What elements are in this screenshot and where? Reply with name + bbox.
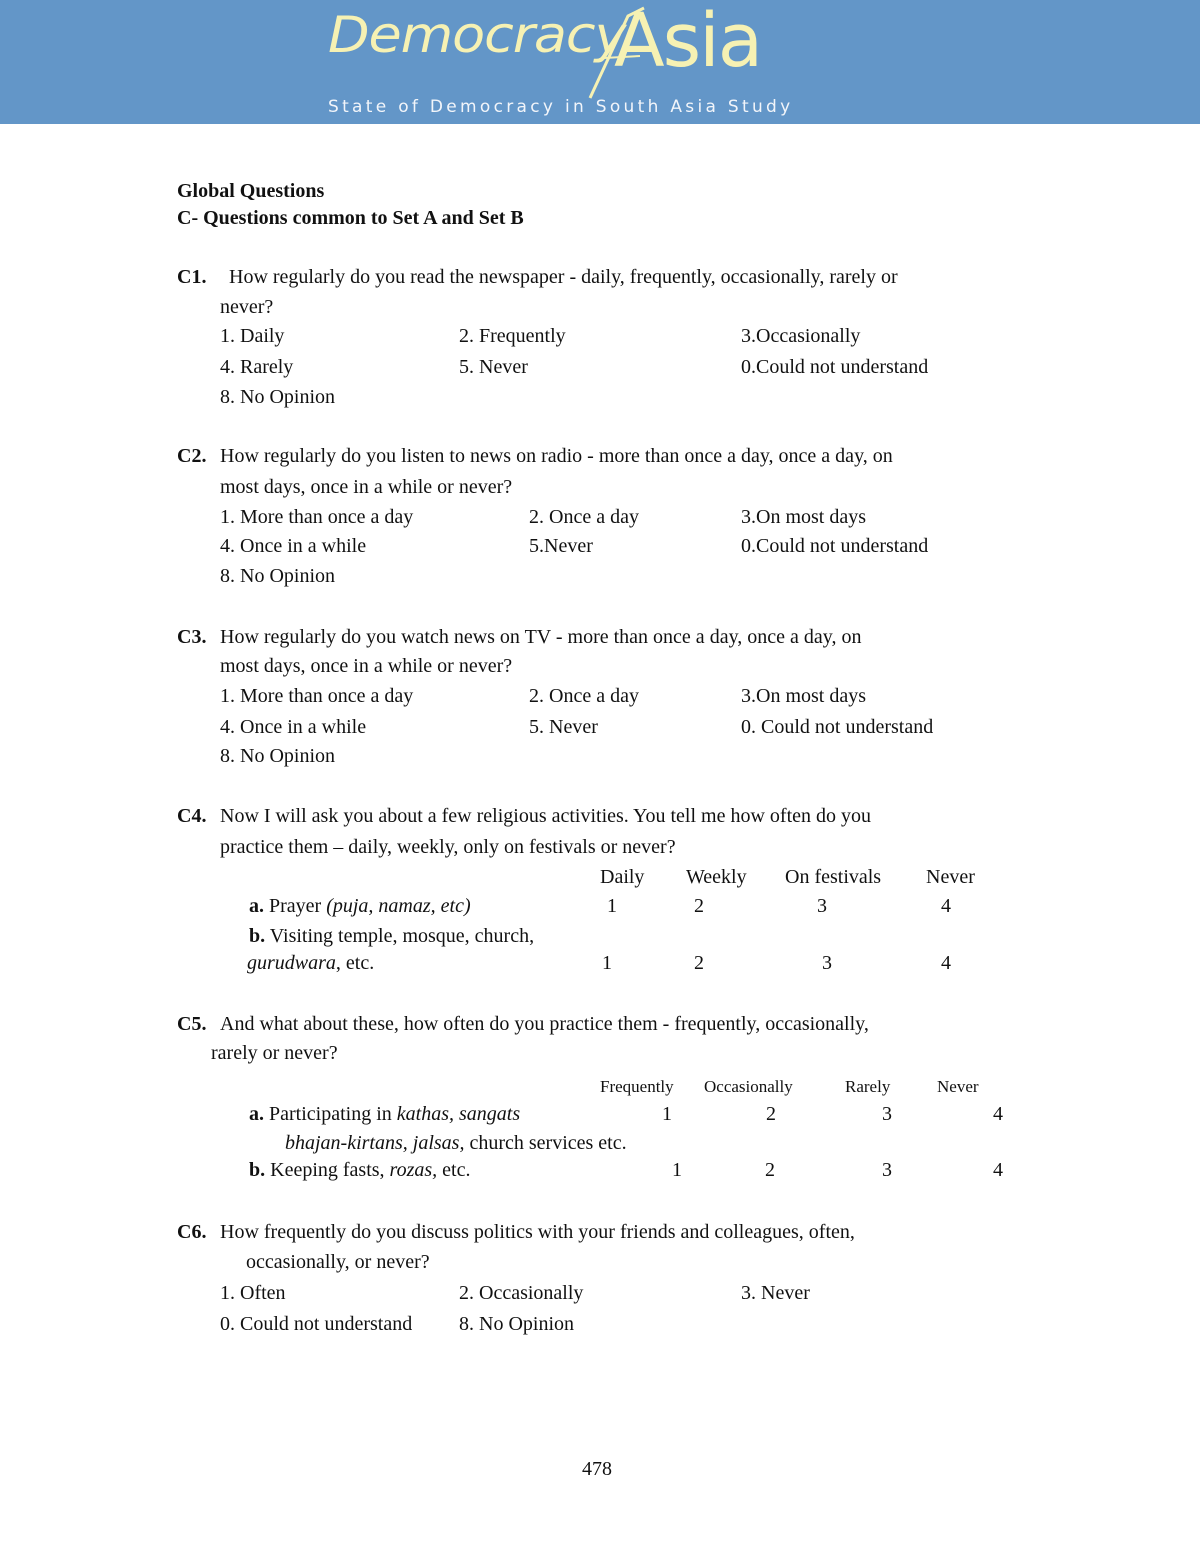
answer-option: 1. More than once a day: [220, 685, 414, 707]
row-letter: a.: [249, 895, 264, 917]
answer-option: 0. Could not understand: [741, 716, 934, 738]
row-italic-text: gurudwara: [247, 952, 336, 974]
answer-option: 5.Never: [529, 535, 593, 557]
response-code: 3: [882, 1159, 892, 1181]
answer-option: 8. No Opinion: [459, 1313, 574, 1335]
answer-option: 5. Never: [529, 716, 598, 738]
column-header: Never: [937, 1077, 979, 1096]
answer-option: 2. Occasionally: [459, 1282, 584, 1304]
row-label-cont: [285, 1131, 627, 1155]
response-code: 4: [941, 952, 951, 974]
answer-option: 3.On most days: [741, 685, 866, 707]
row-text: Prayer: [269, 895, 322, 917]
response-code: 2: [765, 1159, 775, 1181]
logo-democracy-text: Democracy: [328, 6, 626, 64]
response-code: 3: [882, 1103, 892, 1125]
response-code: 3: [817, 895, 827, 917]
question-text: How regularly do you read the newspaper - daily, frequently, occasionally, rarely or: [229, 266, 898, 288]
response-code: 1: [607, 895, 617, 917]
question-number: C3.: [177, 626, 207, 648]
header-banner: [0, 0, 1200, 124]
response-code: 4: [941, 895, 951, 917]
answer-option: 0.Could not understand: [741, 535, 929, 557]
answer-option: 2. Once a day: [529, 506, 639, 528]
response-code: 3: [822, 952, 832, 974]
row-letter: b.: [249, 925, 266, 947]
column-header: Daily: [600, 866, 645, 888]
question-text: most days, once in a while or never?: [220, 476, 513, 498]
row-italic-text: bhajan-kirtans, jalsas,: [285, 1132, 465, 1154]
row-label-cont: [247, 951, 374, 975]
answer-option: 3.On most days: [741, 506, 866, 528]
column-header: On festivals: [785, 866, 882, 888]
answer-option: 8. No Opinion: [220, 745, 335, 767]
response-code: 2: [694, 895, 704, 917]
response-code: 1: [662, 1103, 672, 1125]
answer-option: 3.Occasionally: [741, 325, 861, 347]
question-number: C1.: [177, 266, 207, 288]
question-text: rarely or never?: [211, 1042, 338, 1064]
row-letter: b.: [249, 1159, 266, 1181]
row-label: [249, 894, 471, 918]
question-text: never?: [220, 296, 274, 318]
question-number: C5.: [177, 1013, 207, 1035]
column-header: Frequently: [600, 1077, 674, 1096]
answer-option: 8. No Opinion: [220, 386, 335, 408]
logo-swoosh-icon: [328, 2, 788, 102]
logo-tagline: State of Democracy in South Asia Study: [328, 97, 794, 117]
row-letter: a.: [249, 1103, 264, 1125]
row-text: church services etc.: [469, 1132, 627, 1154]
response-code: 1: [672, 1159, 682, 1181]
question-text: Now I will ask you about a few religious activities. You tell me how often do you: [220, 805, 872, 827]
question-text: occasionally, or never?: [246, 1251, 430, 1273]
question-text: How frequently do you discuss politics with your friends and colleagues, often,: [220, 1221, 855, 1243]
answer-option: 4. Rarely: [220, 356, 294, 378]
row-label: [249, 924, 534, 948]
question-text: How regularly do you listen to news on radio - more than once a day, once a day, on: [220, 445, 893, 467]
answer-option: 2. Once a day: [529, 685, 639, 707]
row-italic-text: (puja, namaz, etc): [326, 895, 471, 917]
question-number: C4.: [177, 805, 207, 827]
row-text: Visiting temple, mosque, church,: [269, 925, 535, 947]
question-text: most days, once in a while or never?: [220, 655, 513, 677]
answer-option: 5. Never: [459, 356, 528, 378]
column-header: Weekly: [686, 866, 747, 888]
row-italic-text: rozas,: [389, 1159, 438, 1181]
column-header: Never: [926, 866, 975, 888]
row-italic-text: kathas, sangats: [396, 1103, 521, 1125]
section-title: Global Questions: [177, 180, 325, 202]
row-text: , etc.: [335, 952, 375, 974]
answer-option: 0. Could not understand: [220, 1313, 413, 1335]
answer-option: 4. Once in a while: [220, 716, 367, 738]
column-header: Occasionally: [704, 1077, 793, 1096]
answer-option: 1. Often: [220, 1282, 286, 1304]
response-code: 1: [602, 952, 612, 974]
answer-option: 3. Never: [741, 1282, 810, 1304]
question-number: C2.: [177, 445, 207, 467]
question-text: How regularly do you watch news on TV - more than once a day, once a day, on: [220, 626, 862, 648]
row-text: Participating in: [269, 1103, 392, 1125]
answer-option: 1. More than once a day: [220, 506, 414, 528]
answer-option: 4. Once in a while: [220, 535, 367, 557]
answer-option: 0.Could not understand: [741, 356, 929, 378]
column-header: Rarely: [845, 1077, 891, 1096]
question-text: And what about these, how often do you practice them - frequently, occasionally,: [220, 1013, 869, 1035]
row-text: etc.: [442, 1159, 471, 1181]
response-code: 2: [766, 1103, 776, 1125]
response-code: 4: [993, 1103, 1003, 1125]
logo-asia-text: Asia: [614, 0, 762, 84]
response-code: 4: [993, 1159, 1003, 1181]
section-subtitle: C- Questions common to Set A and Set B: [177, 207, 524, 229]
answer-option: 1. Daily: [220, 325, 285, 347]
row-label: [249, 1158, 470, 1182]
question-number: C6.: [177, 1221, 207, 1243]
question-text: practice them – daily, weekly, only on festivals or never?: [220, 836, 676, 858]
row-label: [249, 1102, 520, 1126]
row-text: Keeping fasts,: [270, 1159, 385, 1181]
answer-option: 8. No Opinion: [220, 565, 335, 587]
answer-option: 2. Frequently: [459, 325, 566, 347]
response-code: 2: [694, 952, 704, 974]
page-number: 478: [582, 1458, 612, 1480]
